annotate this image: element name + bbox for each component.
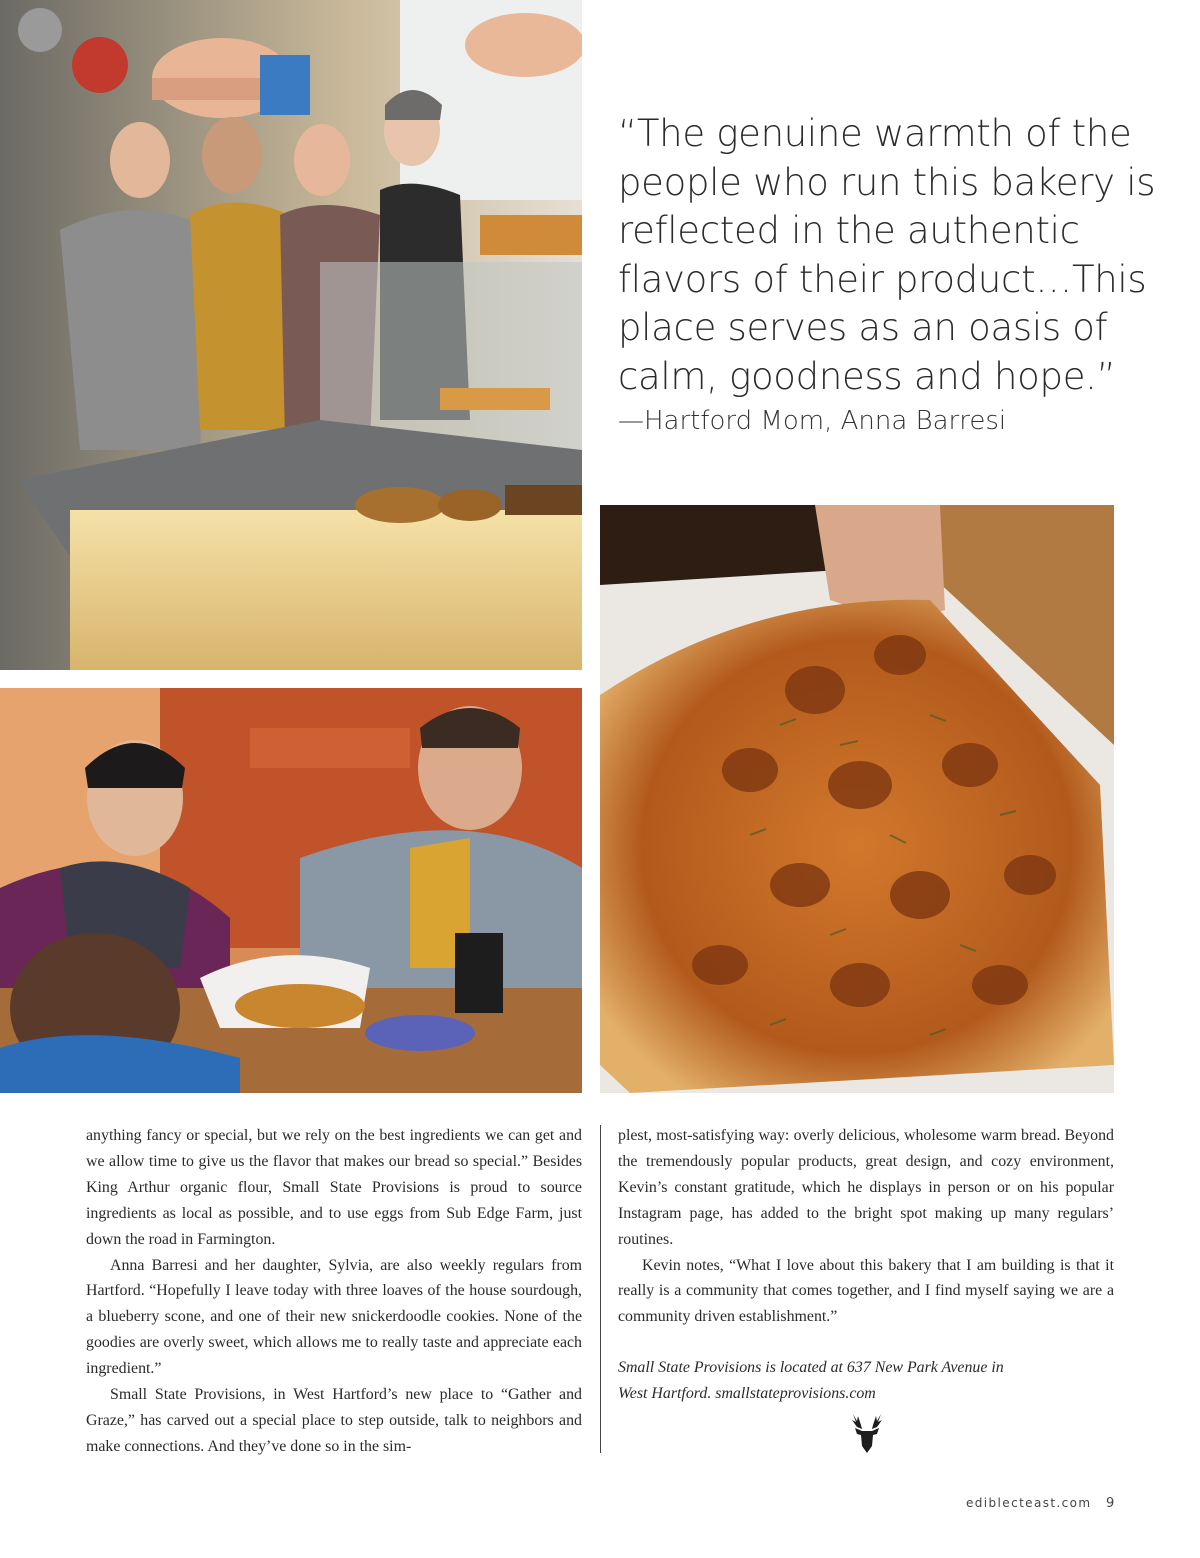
pull-quote-attribution: —Hartford Mom, Anna Barresi — [618, 406, 1007, 436]
pull-quote — [618, 110, 1178, 437]
location-credit-line: West Hartford. smallstateprovisions.com — [618, 1385, 876, 1403]
location-credit-line: Small State Provisions is located at 637 New Park Avenue in — [618, 1359, 1004, 1377]
pull-quote-text: “The genuine warmth of the people who run this bakery is reflected in the authentic flavors of their product…This place serves as an oasis of calm, goodness and hope.” — [618, 112, 1156, 398]
article-paragraph: plest, most-satisfying way: overly delicious, wholesome warm bread. Beyond the tremendously popular products, great design, and cozy environment, Kevin’s constant gratitude, which he displays in person or on his popular Instagram page, has added to the bright spot making up many regulars’ routines. — [618, 1127, 1114, 1248]
footer-site-url: ediblecteast.com — [966, 1496, 1092, 1510]
rosemary-focaccia-photo — [600, 505, 1114, 1093]
article-column-right — [618, 1123, 1114, 1407]
column-divider — [600, 1125, 601, 1453]
deer-head-icon — [847, 1412, 887, 1454]
diners-eating-bread-photo — [0, 688, 582, 1093]
location-credit — [618, 1355, 1114, 1407]
page-number: 9 — [1106, 1496, 1115, 1511]
article-paragraph: anything fancy or special, but we rely on the best ingredients we can get and we allow time to give us the flavor that makes our bread so special.” Besides King Arthur organic flour, Small State Provisions is proud to source ingredients as local as possible, and to use eggs from Sub Edge Farm, just down the road in Farmington. — [86, 1127, 582, 1248]
article-paragraph: Small State Provisions, in West Hartford’s new place to “Gather and Graze,” has carved out a special place to step outside, talk to neighbors and make connections. And they’ve done so in the sim- — [86, 1386, 582, 1455]
article-column-left — [86, 1123, 582, 1460]
article-paragraph: Kevin notes, “What I love about this bakery that I am building is that it really is a community that comes together, and I find myself saying we are a community driven establishment.” — [618, 1256, 1114, 1326]
bakery-team-photo — [0, 0, 582, 670]
article-paragraph: Anna Barresi and her daughter, Sylvia, are also weekly regulars from Hartford. “Hopefully I leave today with three loaves of the house sourdough, a blueberry scone, and one of their new snickerdoodle cookies. None of the goodies are overly sweet, which allows me to really taste and appreciate each ingredient.” — [86, 1256, 582, 1378]
